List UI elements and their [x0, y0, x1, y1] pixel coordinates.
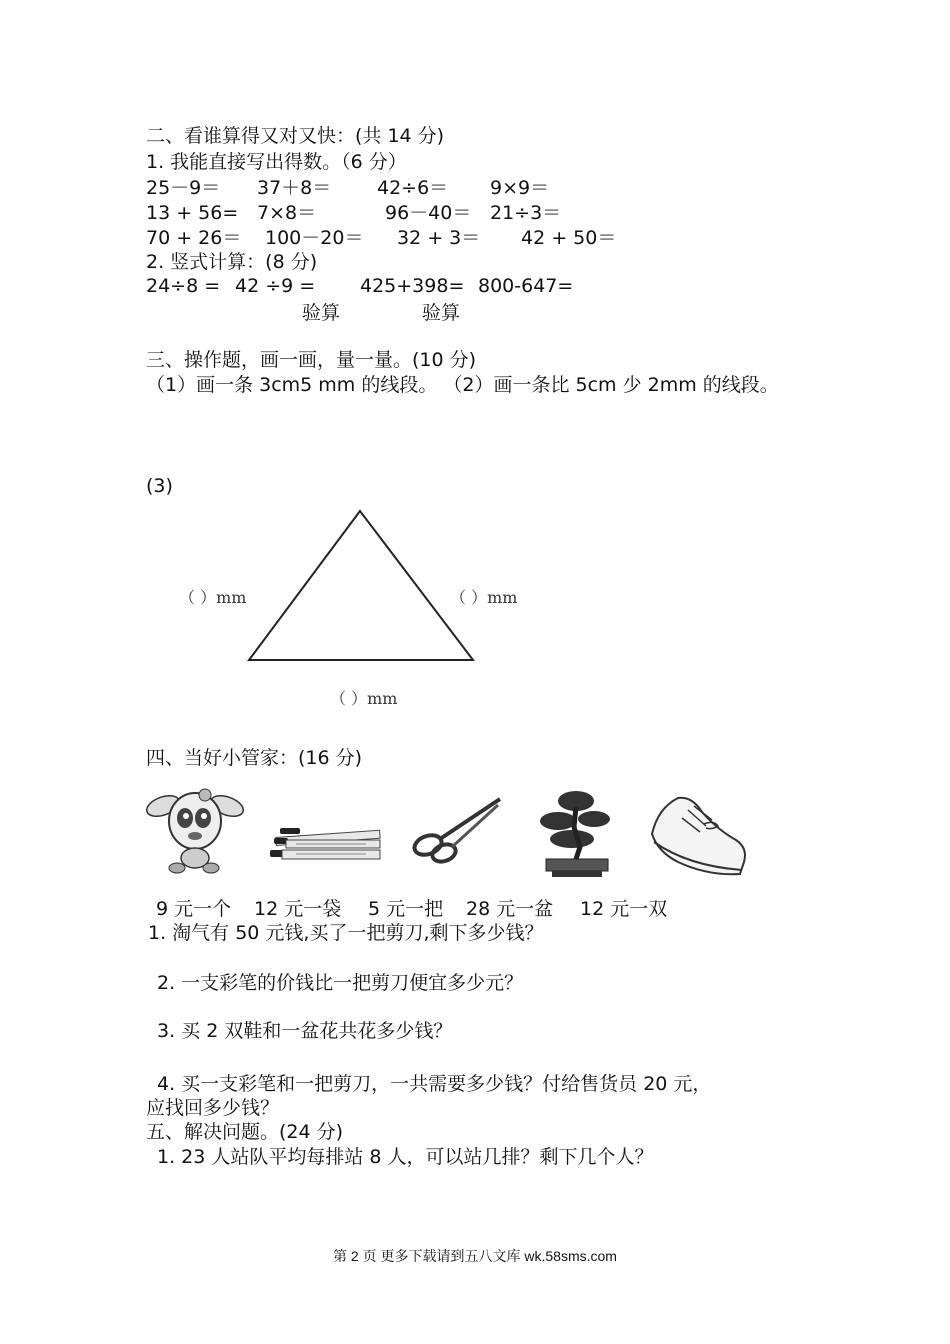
math-item: 25－9＝ [146, 177, 221, 199]
price-label: 12 元一袋 [254, 898, 342, 920]
price-label: 28 元一盆 [466, 898, 554, 920]
vertical-item: 24÷8 = [146, 275, 221, 297]
toy-doll-icon [145, 776, 245, 876]
vertical-item: 425+398= [360, 275, 465, 297]
section-3-heading: 三、操作题，画一画，量一量。(10 分) [146, 349, 477, 371]
bonsai-icon [532, 787, 622, 879]
section-3-part3-label: (3) [146, 475, 173, 497]
section-2-heading: 二、看谁算得又对又快：(共 14 分) [146, 125, 445, 147]
price-label: 12 元一双 [580, 898, 668, 920]
math-item: 100－20＝ [265, 227, 364, 249]
check-label: 验算 [302, 302, 341, 324]
triangle-shape [249, 511, 473, 660]
page-footer: 第 2 页 更多下载请到五八文库 wk.58sms.com [333, 1248, 617, 1264]
base-length-blank: （ ）mm [330, 689, 398, 708]
math-item: 9×9＝ [490, 177, 550, 199]
check-label: 验算 [422, 302, 461, 324]
vertical-item: 42 ÷9 = [235, 275, 316, 297]
math-item: 42 + 50＝ [521, 227, 617, 249]
price-label: 9 元一个 [156, 898, 232, 920]
right-side-length-blank: （ ）mm [450, 588, 518, 607]
markers-icon [266, 826, 384, 864]
question: 4. 买一支彩笔和一把剪刀，一共需要多少钱？付给售货员 20 元， [157, 1073, 712, 1095]
question: 1. 23 人站队平均每排站 8 人，可以站几排？剩下几个人？ [157, 1146, 654, 1168]
math-item: 7×8＝ [257, 202, 317, 224]
math-item: 70 + 26＝ [146, 227, 242, 249]
question: 3. 买 2 双鞋和一盆花共花多少钱？ [157, 1020, 453, 1042]
section-2-part1-title: 1. 我能直接写出得数。（6 分） [146, 151, 407, 173]
question: 2. 一支彩笔的价钱比一把剪刀便宜多少元？ [157, 972, 524, 994]
scissors-icon [408, 795, 504, 865]
math-item: 96－40＝ [385, 202, 472, 224]
math-item: 21÷3＝ [490, 202, 562, 224]
math-item: 42÷6＝ [377, 177, 449, 199]
math-item: 37＋8＝ [257, 177, 332, 199]
math-item: 13 + 56= [146, 202, 239, 224]
shoe-icon [648, 790, 752, 882]
section-2-part2-title: 2. 竖式计算：(8 分) [146, 251, 318, 273]
vertical-item: 800-647= [478, 275, 574, 297]
left-side-length-blank: （ ）mm [179, 588, 247, 607]
section-3-task-line: （1）画一条 3cm5 mm 的线段。 （2）画一条比 5cm 少 2mm 的线段。 [146, 374, 779, 396]
question: 1. 淘气有 50 元钱,买了一把剪刀,剩下多少钱？ [148, 922, 544, 944]
section-5-heading: 五、解决问题。(24 分) [146, 1121, 344, 1143]
section-4-heading: 四、当好小管家：(16 分) [146, 747, 363, 769]
question-continued: 应找回多少钱？ [146, 1097, 280, 1119]
price-label: 5 元一把 [368, 898, 444, 920]
math-item: 32 + 3＝ [397, 227, 481, 249]
